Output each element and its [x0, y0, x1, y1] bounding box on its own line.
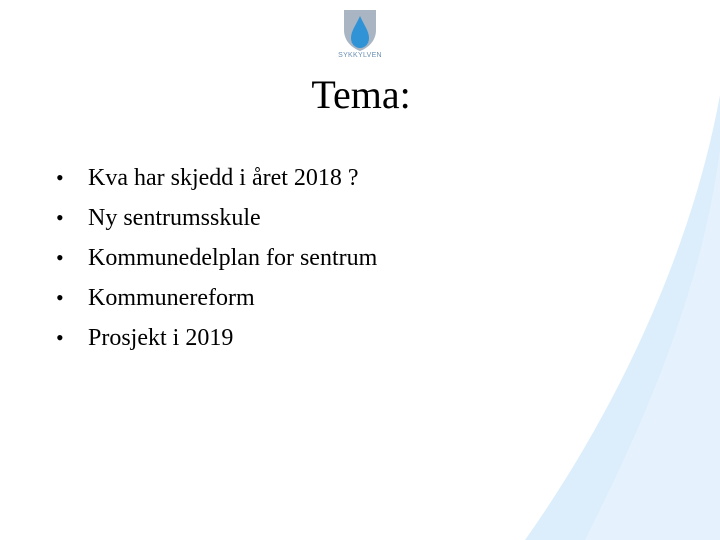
bullet-list — [56, 160, 377, 360]
sykkylven-logo — [330, 8, 390, 64]
bullet-icon: • — [56, 325, 64, 350]
bullet-icon: • — [56, 245, 64, 270]
bullet-text: Kva har skjedd i året 2018 ? — [88, 165, 359, 191]
bullet-item — [56, 200, 377, 240]
bullet-item — [56, 320, 377, 360]
bullet-text: Kommunedelplan for sentrum — [88, 245, 378, 271]
bullet-icon: • — [56, 285, 64, 310]
logo-text: SYKKYLVEN — [338, 52, 382, 59]
slide-title: Tema: — [311, 72, 411, 117]
bullet-icon: • — [56, 165, 64, 190]
bullet-item — [56, 240, 377, 280]
bullet-icon: • — [56, 205, 64, 230]
bullet-item — [56, 160, 377, 200]
bullet-text: Kommunereform — [88, 285, 255, 311]
bullet-text: Prosjekt i 2019 — [88, 325, 234, 351]
bullet-item — [56, 280, 377, 320]
sykkylven-coat-of-arms-icon — [343, 8, 377, 52]
bullet-text: Ny sentrumsskule — [88, 205, 261, 231]
